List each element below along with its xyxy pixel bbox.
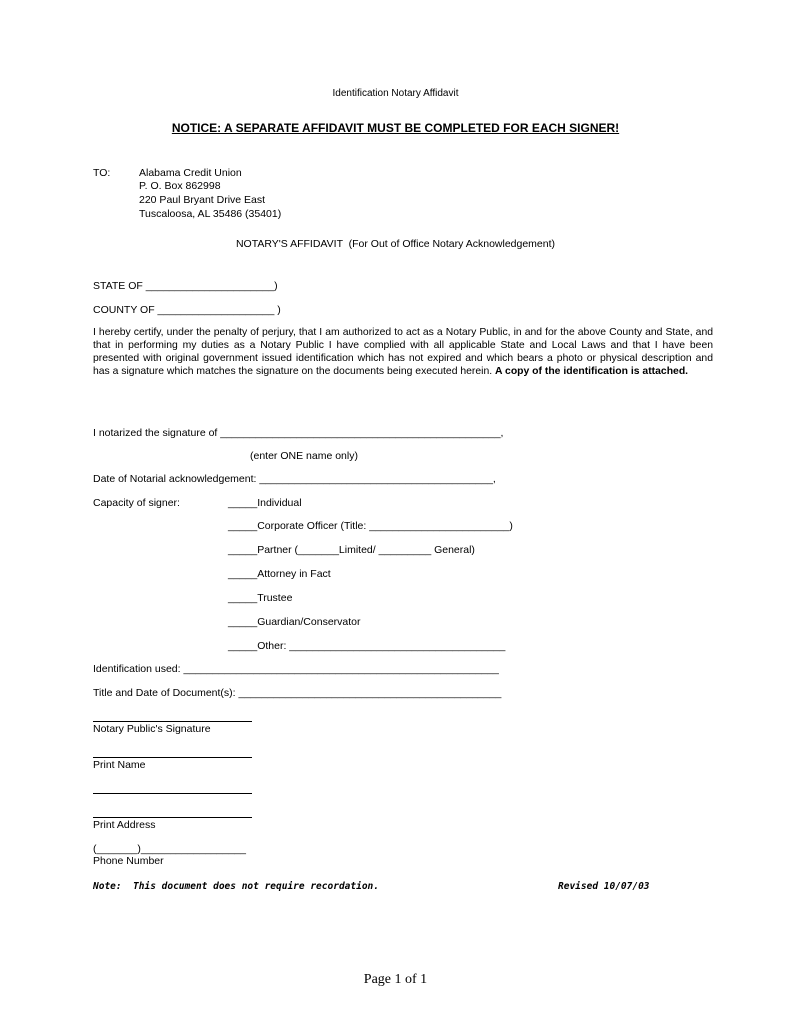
identification-used-field[interactable]: Identification used: ______________________________________________________ xyxy=(93,663,499,675)
capacity-option-attorney[interactable]: _____Attorney in Fact xyxy=(228,568,331,580)
print-name-line[interactable] xyxy=(93,757,252,758)
phone-number-label: Phone Number xyxy=(93,855,164,867)
address-line: Tuscaloosa, AL 35486 (35401) xyxy=(139,208,282,220)
to-label: TO: xyxy=(93,167,111,179)
revised-date: Revised 10/07/03 xyxy=(558,881,650,892)
capacity-option-corporate-officer[interactable]: _____Corporate Officer (Title: ________________________) xyxy=(228,520,513,532)
capacity-label: Capacity of signer: xyxy=(93,497,180,509)
notary-signature-label: Notary Public's Signature xyxy=(93,723,211,735)
capacity-option-partner[interactable]: _____Partner (_______Limited/ _________ General) xyxy=(228,544,475,556)
address-line-1[interactable] xyxy=(93,793,252,794)
recordation-note: Note: This document does not require recordation. xyxy=(93,881,379,892)
document-title: Identification Notary Affidavit xyxy=(332,88,459,99)
certification-bold-text: A copy of the identification is attached. xyxy=(495,366,689,377)
page-number: Page 1 of 1 xyxy=(363,972,428,987)
address-line: P. O. Box 862998 xyxy=(139,180,221,192)
capacity-option-other[interactable]: _____Other: _____________________________________ xyxy=(228,640,506,652)
print-address-label: Print Address xyxy=(93,819,156,831)
notary-signature-line[interactable] xyxy=(93,721,252,722)
certification-paragraph xyxy=(93,326,713,378)
certification-text: I hereby certify, under the penalty of perjury, that I am authorized to act as a Notary Public, in and for the above County and State, and that in performing my duties as a Notary Public I have complied with all applicable State and Local Laws and that I have been presented with original government issued identification which has not expired and which bears a photo or physical description and has a signature which matches the signature on the documents being executed herein. xyxy=(93,327,713,377)
notice-heading: NOTICE: A SEPARATE AFFIDAVIT MUST BE COMPLETED FOR EACH SIGNER! xyxy=(171,121,620,135)
print-name-label: Print Name xyxy=(93,759,146,771)
title-date-document-field[interactable]: Title and Date of Document(s): _____________________________________________ xyxy=(93,687,502,699)
address-line-2[interactable] xyxy=(93,817,252,818)
capacity-option-individual[interactable]: _____Individual xyxy=(228,497,302,509)
notarized-signature-field[interactable]: I notarized the signature of ________________________________________________, xyxy=(93,427,504,439)
enter-one-name-hint: (enter ONE name only) xyxy=(250,450,358,462)
county-field[interactable]: COUNTY OF ____________________ ) xyxy=(93,304,281,316)
affidavit-heading: NOTARY'S AFFIDAVIT (For Out of Office Notary Acknowledgement) xyxy=(235,238,556,250)
address-line: Alabama Credit Union xyxy=(139,167,242,179)
address-line: 220 Paul Bryant Drive East xyxy=(139,194,266,206)
capacity-option-trustee[interactable]: _____Trustee xyxy=(228,592,293,604)
phone-number-field[interactable]: (_______)__________________ xyxy=(93,843,246,855)
notarial-date-field[interactable]: Date of Notarial acknowledgement: ________________________________________, xyxy=(93,473,496,485)
state-field[interactable]: STATE OF ______________________) xyxy=(93,280,278,292)
capacity-option-guardian[interactable]: _____Guardian/Conservator xyxy=(228,616,361,628)
